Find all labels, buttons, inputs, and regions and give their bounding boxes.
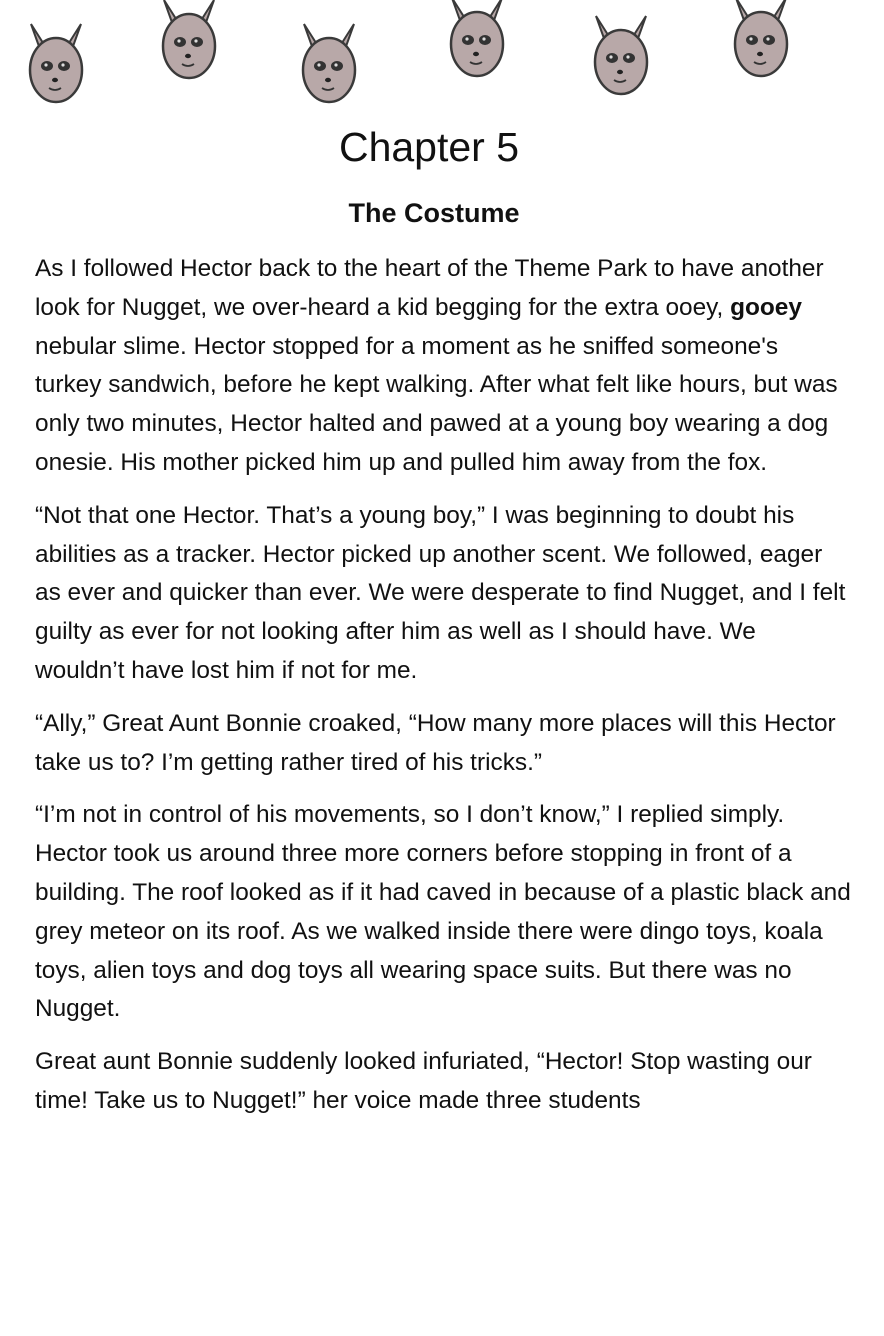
dog-face-border	[0, 0, 884, 118]
dog-face-icon	[25, 0, 87, 110]
dog-face-icon	[298, 0, 360, 110]
dog-face-icon	[446, 0, 508, 84]
paragraph: “I’m not in control of his movements, so I don’t know,” I replied simply. Hector took us around three more corners before stopping in front of a building. The roof looked as if it had caved in because of a plastic black and grey meteor on its roof. As we walked inside there were dingo toys, koala toys, alien toys and dog toys all wearing space suits. But there was no Nugget.	[35, 801, 851, 1023]
dog-face-icon	[730, 0, 792, 84]
paragraph	[35, 250, 851, 483]
chapter-subtitle: The Costume	[348, 198, 520, 228]
story-text	[35, 250, 851, 1135]
dog-face-icon	[590, 0, 652, 102]
paragraph-text: nebular slime. Hector stopped for a moment as he sniffed someone's turkey sandwich, before he kept walking. After what felt like hours, but was only two minutes, Hector halted and pawed at a young boy wearing a dog onesie. His mother picked him up and pulled him away from the fox.	[35, 332, 838, 476]
paragraph: “Ally,” Great Aunt Bonnie croaked, “How many more places will this Hector take us to? I’m getting rather tired of his tricks.”	[35, 709, 836, 776]
paragraph-text: As I followed Hector back to the heart of the Theme Park to have another look for Nugget, we over-heard a kid begging for the extra ooey,	[35, 255, 824, 321]
paragraph: Great aunt Bonnie suddenly looked infuriated, “Hector! Stop wasting our time! Take us to Nugget!” her voice made three students	[35, 1048, 812, 1114]
chapter-title: Chapter 5	[338, 124, 520, 170]
bold-word: gooey	[730, 293, 802, 321]
paragraph: “Not that one Hector. That’s a young boy,” I was beginning to doubt his abilities as a tracker. Hector picked up another scent. We followed, eager as ever and quicker than ever. We were desperate to find Nugget, and I felt guilty as ever for not looking after him as well as I should have. We wouldn’t have lost him if not for me.	[35, 501, 846, 684]
dog-face-icon	[158, 0, 220, 86]
